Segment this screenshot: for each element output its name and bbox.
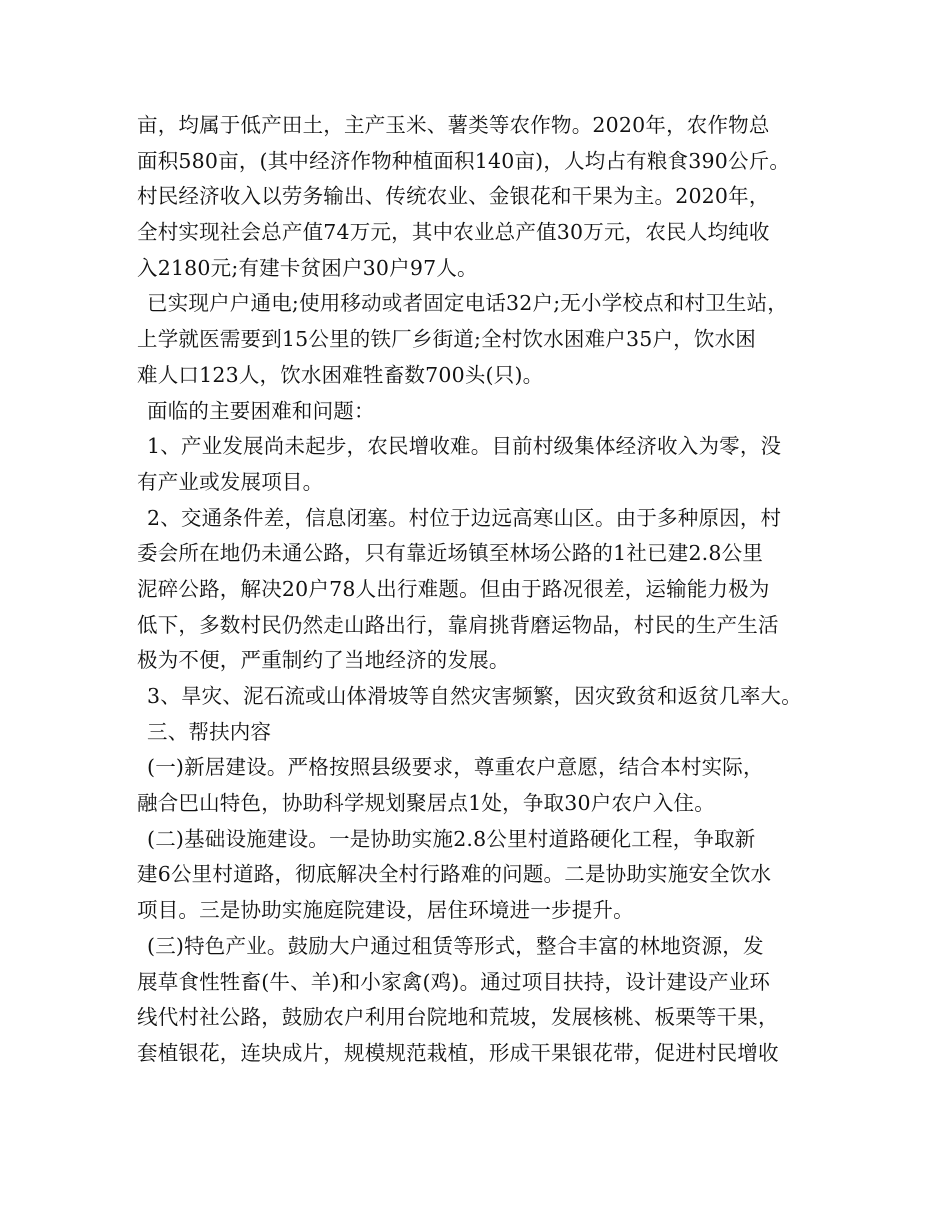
text-line: 2、交通条件差，信息闭塞。村位于边远高寒山区。由于多种原因，村 [147,505,782,530]
text-line: 泥碎公路，解决20户78人出行难题。但由于路况很差，运输能力极为 [137,576,770,601]
text-line: 建6公里村道路，彻底解决全村行路难的问题。二是协助实施安全饮水 [137,862,772,887]
text-line: 展草食性牲畜(牛、羊)和小家禽(鸡)。通过项目扶持，设计建设产业环 [137,969,771,994]
text-line: 有产业或发展项目。 [137,469,324,494]
text-line: 极为不便，严重制约了当地经济的发展。 [137,648,510,673]
text-line: 三、帮扶内容 [147,719,272,744]
text-line: 1、产业发展尚未起步，农民增收难。目前村级集体经济收入为零，没 [147,434,782,459]
text-line: (三)特色产业。鼓励大户通过租赁等形式，整合丰富的林地资源，发 [147,933,764,958]
text-line: 面临的主要困难和问题： [147,398,375,423]
text-line: 3、旱灾、泥石流或山体滑坡等自然灾害频繁，因灾致贫和返贫几率大。 [147,684,802,708]
text-line: 村民经济收入以劳务输出、传统农业、金银花和干果为主。2020年， [137,184,770,209]
text-line: 融合巴山特色，协助科学规划聚居点1处，争取30户农户入住。 [137,791,715,816]
text-line: 项目。三是协助实施庭院建设，居住环境进一步提升。 [137,898,634,923]
text-line: 委会所在地仍未通公路，只有靠近场镇至林场公路的1社已建2.8公里 [137,541,764,566]
text-line: 入2180元;有建卡贫困户30户97人。 [137,255,478,280]
text-line: 线代村社公路，鼓励农户利用台院地和荒坡，发展核桃、板栗等干果， [137,1005,779,1030]
text-line: 全村实现社会总产值74万元，其中农业总产值30万元，农民人均纯收 [137,220,770,245]
text-line: 上学就医需要到15公里的铁厂乡街道;全村饮水困难户35户，饮水困 [137,327,756,352]
text-line: 套植银花，连块成片，规模规范栽植，形成干果银花带，促进村民增收 [137,1040,779,1065]
text-line: 低下，多数村民仍然走山路出行，靠肩挑背磨运物品，村民的生产生活 [137,612,779,637]
text-line: 难人口123人，饮水困难牲畜数700头(只)。 [137,362,544,387]
text-line: 已实现户户通电;使用移动或者固定电话32户;无小学校点和村卫生站， [147,291,788,316]
text-line: (一)新居建设。严格按照县级要求，尊重农户意愿，结合本村实际， [147,755,764,780]
text-line: 亩，均属于低产田土，主产玉米、薯类等农作物。2020年，农作物总 [137,113,770,137]
document-page [137,108,827,1072]
text-line: (二)基础设施建设。一是协助实施2.8公里村道路硬化工程，争取新 [147,826,756,851]
text-line: 面积580亩，(其中经济作物种植面积140亩)，人均占有粮食390公斤。 [137,148,791,173]
